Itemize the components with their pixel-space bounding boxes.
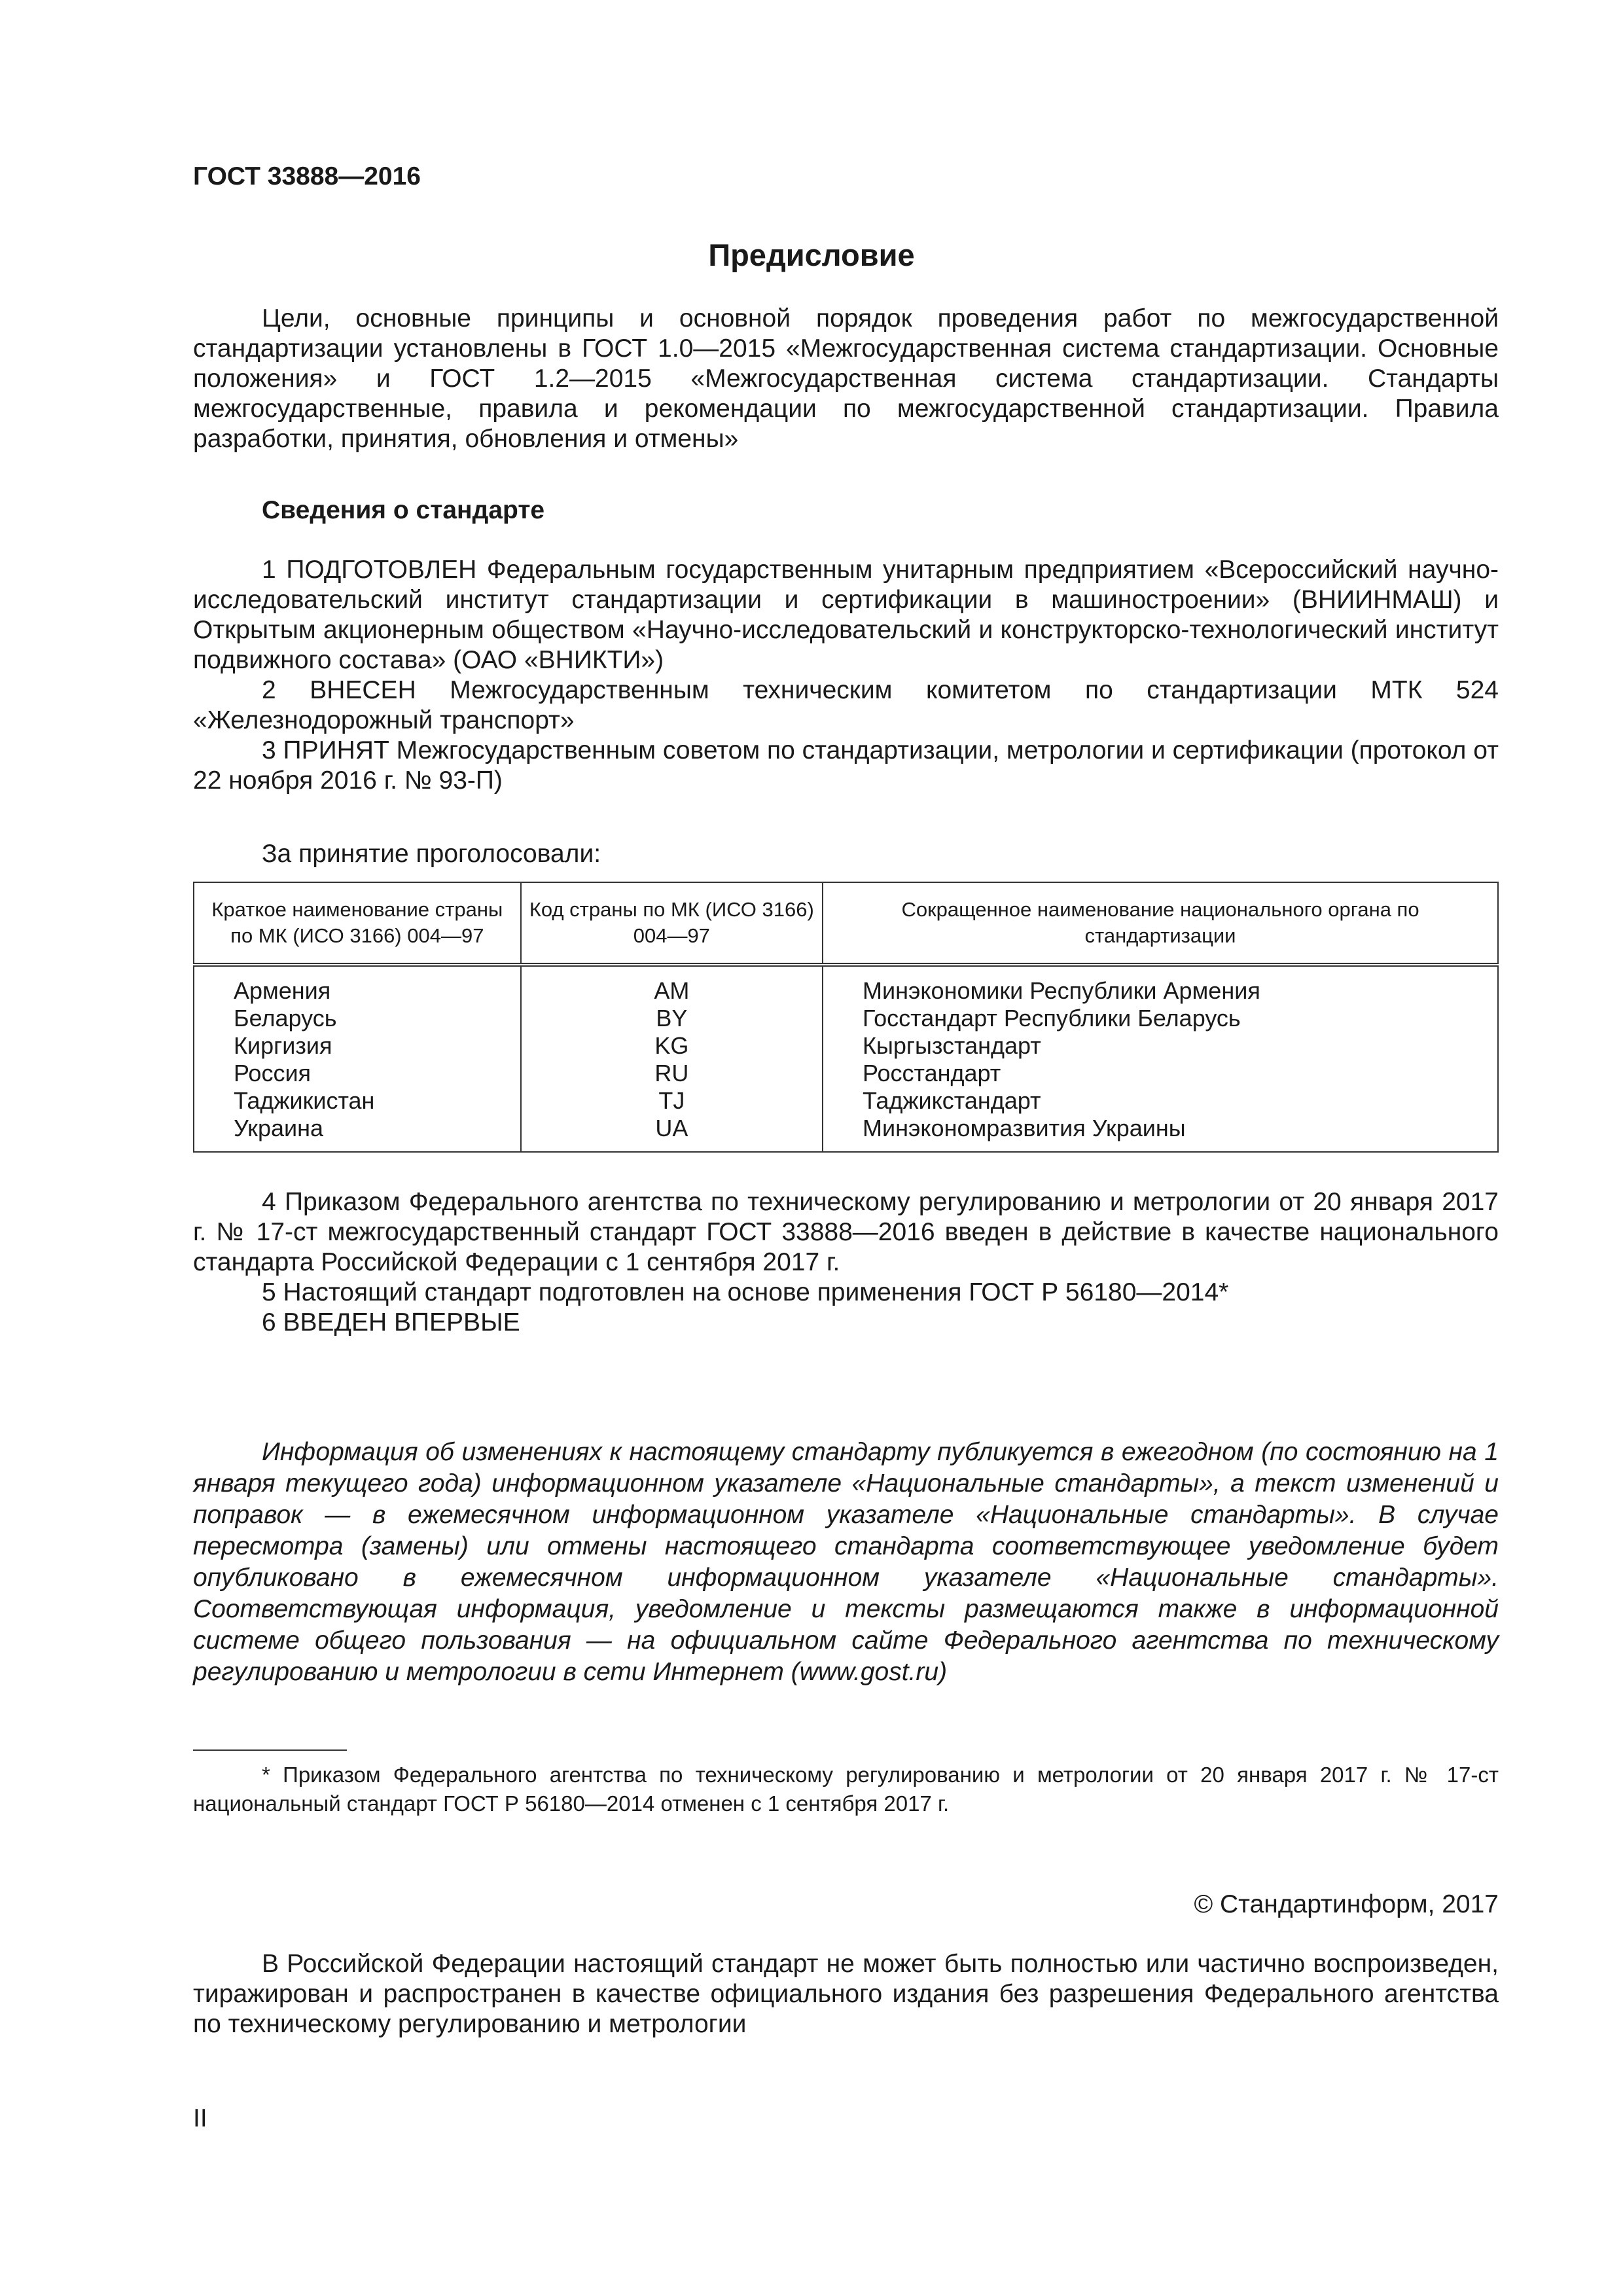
country-code-cell: UA xyxy=(521,1115,823,1152)
footnote-divider xyxy=(193,1749,347,1751)
reproduction-notice: В Российской Федерации настоящий стандарт не может быть полностью или частично воспроизведен, тиражирован и распространен в качестве официального издания без разрешения Федерального агентства по техническому регулированию и метрологии xyxy=(193,1950,1499,2038)
country-name-cell: Беларусь xyxy=(194,1005,521,1032)
country-name-cell: Таджикистан xyxy=(194,1087,521,1115)
page-title: Предисловие xyxy=(708,238,915,272)
table-row xyxy=(194,1087,1498,1115)
country-name-cell: Украина xyxy=(194,1115,521,1152)
standard-info-item-2: 2 ВНЕСЕН Межгосударственным техническим комитетом по стандартизации МТК 524 «Железнодорожный транспорт» xyxy=(193,676,1499,734)
standard-info-item-1: 1 ПОДГОТОВЛЕН Федеральным государственным унитарным предприятием «Всероссийский научно-исследовательский институт стандартизации и сертификации в машиностроении» (ВНИИНМАШ) и Открытым акционерным обществом «Научно-исследовательский и конструкторско-технологический институт подвижного состава» (ОАО «ВНИКТИ») xyxy=(193,556,1499,674)
country-name-cell: Россия xyxy=(194,1060,521,1087)
country-name-cell: Армения xyxy=(194,965,521,1005)
national-body-cell: Минэкономразвития Украины xyxy=(823,1115,1498,1152)
document-code: ГОСТ 33888—2016 xyxy=(193,162,421,190)
national-body-cell: Росстандарт xyxy=(823,1060,1498,1087)
column-header-country-code: Код страны по МК (ИСО 3166) 004—97 xyxy=(521,882,823,965)
country-name-cell: Киргизия xyxy=(194,1032,521,1060)
country-code-cell: RU xyxy=(521,1060,823,1087)
country-code-cell: KG xyxy=(521,1032,823,1060)
table-row xyxy=(194,1060,1498,1087)
standard-info-heading: Сведения о стандарте xyxy=(262,496,545,524)
amendments-info-block: Информация об изменениях к настоящему стандарту публикуется в ежегодном (по состоянию на 1 января текущего года) информационном указателе «Национальные стандарты», а текст изменений и поправок — в ежемесячном информационном указателе «Национальные стандарты». В случае пересмотра (замены) или отмены настоящего стандарта соответствующее уведомление будет опубликовано в ежемесячном информационном указателе «Национальные стандарты». Соответствующая информация, уведомление и тексты размещаются также в информационной системе общего пользования — на официальном сайте Федерального агентства по техническому регулированию и метрологии в сети Интернет (www.gost.ru) xyxy=(193,1438,1499,1686)
intro-paragraph: Цели, основные принципы и основной порядок проведения работ по межгосударственной стандартизации установлены в ГОСТ 1.0—2015 «Межгосударственная система стандартизации. Основные положения» и ГОСТ 1.2—2015 «Межгосударственная система стандартизации. Стандарты межгосударственные, правила и рекомендации по межгосударственной стандартизации. Правила разработки, принятия, обновления и отмены» xyxy=(193,304,1499,453)
standard-info-item-4: 4 Приказом Федерального агентства по техническому регулированию и метрологии от 20 января 2017 г. № 17-ст межгосударственный стандарт ГОСТ 33888—2016 введен в действие в качестве национального стандарта Российской Федерации с 1 сентября 2017 г. xyxy=(193,1188,1499,1276)
standard-info-item-6: 6 ВВЕДЕН ВПЕРВЫЕ xyxy=(262,1308,520,1336)
table-row xyxy=(194,1005,1498,1032)
country-code-cell: AM xyxy=(521,965,823,1005)
table-row xyxy=(194,1032,1498,1060)
page-number: II xyxy=(193,2104,207,2132)
national-body-cell: Кыргызстандарт xyxy=(823,1032,1498,1060)
national-body-cell: Госстандарт Республики Беларусь xyxy=(823,1005,1498,1032)
country-code-cell: TJ xyxy=(521,1087,823,1115)
national-body-cell: Минэкономики Республики Армения xyxy=(823,965,1498,1005)
footnote: * Приказом Федерального агентства по техническому регулированию и метрологии от 20 января 2017 г. № 17-ст национальный стандарт ГОСТ Р 56180—2014 отменен с 1 сентября 2017 г. xyxy=(193,1763,1499,1816)
vote-label: За принятие проголосовали: xyxy=(262,840,601,868)
standard-info-item-5: 5 Настоящий стандарт подготовлен на основе применения ГОСТ Р 56180—2014* xyxy=(262,1278,1229,1306)
copyright: © Стандартинформ, 2017 xyxy=(1194,1890,1499,1918)
national-body-cell: Таджикстандарт xyxy=(823,1087,1498,1115)
country-code-cell: BY xyxy=(521,1005,823,1032)
standard-info-item-3: 3 ПРИНЯТ Межгосударственным советом по стандартизации, метрологии и сертификации (протокол от 22 ноября 2016 г. № 93-П) xyxy=(193,736,1499,795)
table-row xyxy=(194,965,1498,1005)
table-row xyxy=(194,1115,1498,1152)
column-header-national-body: Сокращенное наименование национального органа по стандартизации xyxy=(823,882,1498,965)
column-header-country-name: Краткое наименование страны по МК (ИСО 3166) 004—97 xyxy=(194,882,521,965)
table-header-row xyxy=(194,882,1498,965)
voting-table xyxy=(193,882,1499,1153)
